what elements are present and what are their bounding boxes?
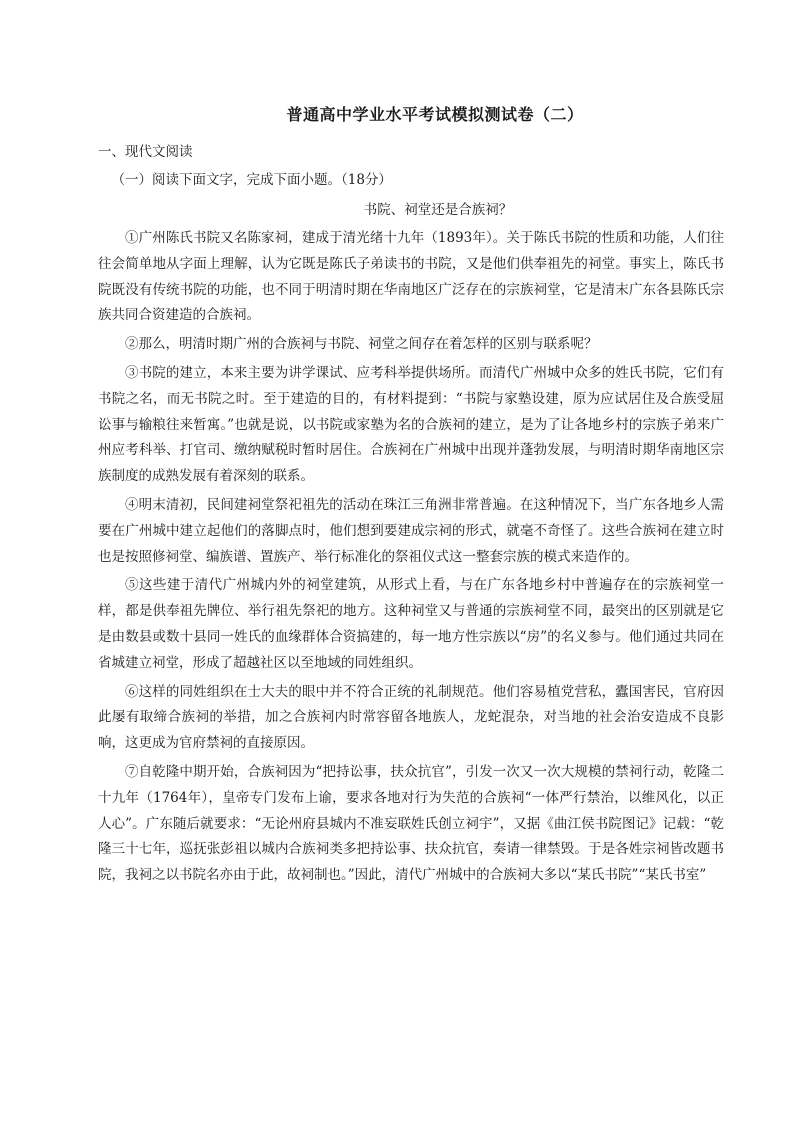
exam-page [98, 100, 724, 892]
article-title: 书院、祠堂还是合族祠？ [363, 202, 513, 218]
subsection-heading: （一）阅读下面文字，完成下面小题。（18分） [111, 172, 392, 188]
section-heading: 一、现代文阅读 [98, 144, 193, 160]
paragraph-4: ④明末清初，民间建祠堂祭祀祖先的活动在珠江三角洲非常普遍。在这种情况下，当广东各地乡人需要在广州城中建立起他们的落脚点时，他们想到要建成宗祠的形式，就毫不奇怪了。这些合族祠在建立时也是按照修祠堂、编族谱、置族产、举行标准化的祭祖仪式这一整套宗族的模式来造作的。 [98, 496, 724, 565]
exam-title: 普通高中学业水平考试模拟测试卷（二） [286, 105, 584, 124]
paragraph-7: ⑦自乾隆中期开始，合族祠因为“把持讼事，扶众抗官”，引发一次又一次大规模的禁祠行动，乾隆二十九年（1764年），皇帝专门发布上谕，要求各地对行为失范的合族祠“一体严行禁治，以维风化，以正人心”。广东随后就要求：“无论州府县城内不准妄联姓氏创立祠宇”，又据《曲江侯书院图记》记载：“乾隆三十七年，巡抚张彭祖以城内合族祠类多把持讼事、扶众抗官，奏请一律禁毁。于是各姓宗祠皆改题书院，我祠之以书院名亦由于此，故祠制也。”因此，清代广州城中的合族祠大多以“某氏书院”“某氏书室” [98, 763, 724, 884]
paragraph-2: ②那么，明清时期广州的合族祠与书院、祠堂之间存在着怎样的区别与联系呢？ [125, 336, 598, 353]
paragraph-3: ③书院的建立，本来主要为讲学课试、应考科举提供场所。而清代广州城中众多的姓氏书院，它们有书院之名，而无书院之时。至于建造的目的，有材料提到：“书院与家塾设建，原为应试居住及合族受屈讼事与输粮往来暂寓。”也就是说，以书院或家塾为名的合族祠的建立，是为了让各地乡村的宗族子弟来广州应考科举、打官司、缴纳赋税时暂时居住。合族祠在广州城中出现并蓬勃发展，与明清时期华南地区宗族制度的成熟发展有着深刻的联系。 [98, 364, 724, 485]
paragraph-6: ⑥这样的同姓组织在士大夫的眼中并不符合正统的礼制规范。他们容易植党营私，蠹国害民，官府因此屡有取缔合族祠的举措，加之合族祠内时常容留各地族人，龙蛇混杂，对当地的社会治安造成不良影响，这更成为官府禁祠的直接原因。 [98, 683, 724, 752]
paragraph-1: ①广州陈氏书院又名陈家祠，建成于清光绪十九年（1893年）。关于陈氏书院的性质和功能，人们往往会简单地从字面上理解，认为它既是陈氏子弟读书的书院，又是他们供奉祖先的祠堂。事实上，陈氏书院既没有传统书院的功能，也不同于明清时期在华南地区广泛存在的宗族祠堂，它是清末广东各县陈氏宗族共同合资建造的合族祠。 [98, 230, 724, 324]
paragraph-5: ⑤这些建于清代广州城内外的祠堂建筑，从形式上看，与在广东各地乡村中普遍存在的宗族祠堂一样，都是供奉祖先牌位、举行祖先祭祀的地方。这种祠堂又与普通的宗族祠堂不同，最突出的区别就是它是由数县或数十县同一姓氏的血缘群体合资搞建的，每一地方性宗族以“房”的名义参与。他们通过共同在省城建立祠堂，形成了超越社区以至地域的同姓组织。 [98, 577, 724, 671]
